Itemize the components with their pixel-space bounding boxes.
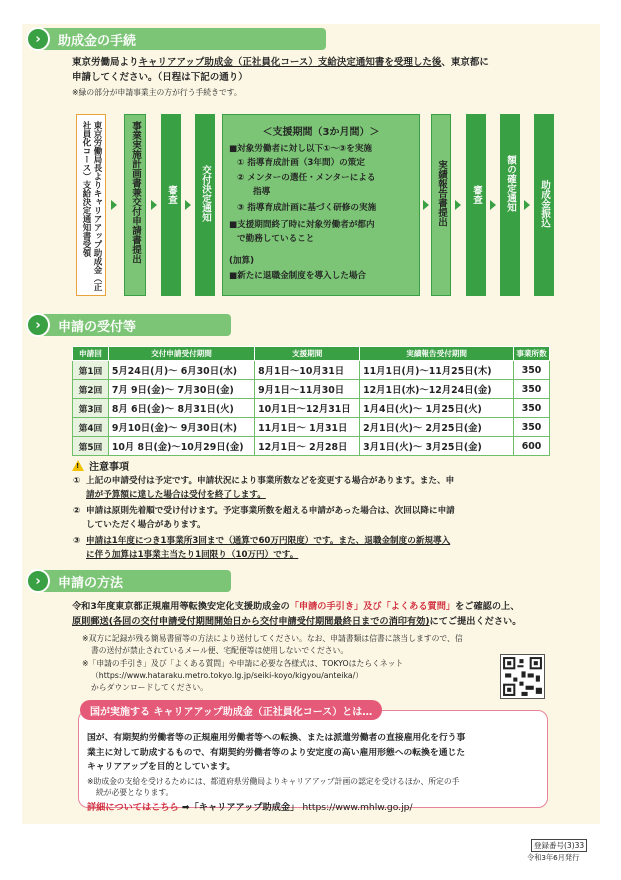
table-row [73,418,550,437]
count-cell: 350 [514,399,550,418]
report-cell: 11月1日(月)～11月25日(木) [360,361,514,380]
section-title: 申請の受付等 [58,319,137,335]
header-count: 事業所数 [514,347,550,361]
details-label: 詳細についてはこちら [87,802,179,813]
support-line: ■支援期間終了時に対象労働者が都内 [229,220,375,230]
count-cell: 350 [514,361,550,380]
flow-step-review-2: 審査 [466,114,486,296]
apply-cell: 9月10日(金)～ 9月30日(木) [108,418,254,437]
table-row [73,380,550,399]
national-description: 国が、有期契約労働者等の正規雇用労働者等への転換、または派遣労働者の直接雇用化を行う事 業主に対して助成するもので、有期契約労働者等のより安定度の高い雇用形態への転換を通じた キャリアアップを目的としています。 [87,733,466,772]
report-cell: 2月1日(火)～ 2月25日(金) [360,418,514,437]
arrow-right-icon [111,200,117,210]
arrow-right-icon [455,200,461,210]
warning-icon: ! [72,460,84,471]
chevron-right-icon: › [26,313,50,337]
caution-item: ② 申請は原則先着順で受け付けます。予定事業所数を超える申請があった場合は、次回以降に申請 していただく場合があります。 [73,506,455,530]
schedule-table [72,346,550,456]
procedure-intro-2: 申請してください。（日程は下記の通り） [72,72,248,83]
support-period-box [222,114,420,296]
header-apply-period: 交付申請受付期間 [108,347,254,361]
arrow-right-icon [423,200,429,210]
flow-step-amount-confirm: 額の確定通知 [500,114,520,296]
cautions-title: 注意事項 [89,462,129,473]
method-note-2: ※「申請の手引き」及び「よくある質問」や申請に必要な各様式は、TOKYOはたらくネット （https://www.hataraku.metro.tokyo.lg.jp/seiki-koyo/kigyou/anteika/） からダウンロードしてください。 [82,659,404,692]
report-cell: 12月1日(水)～12月24日(金) [360,380,514,399]
table-row [73,399,550,418]
method-line-1: 令和3年度東京都正規雇用等転換安定化支援助成金の「申請の手引き」及び「よくある質問」をご確認の上、 [72,601,520,612]
caution-item: ① 上記の申請受付は予定です。申請状況により事業所数などを変更する場合があります。また、申 請が予算額に達した場合は受付を終了します。 [73,476,455,500]
round-cell: 第5回 [73,437,109,456]
mhlw-link[interactable]: https://www.mhlw.go.jp/ [302,802,413,813]
flow-step-plan-submit: 事業実施計画書兼交付申請書提出 [124,114,146,296]
arrow-right-icon [490,200,496,210]
flow-step-grant-decision: 交付決定通知 [195,114,215,296]
flow-step-notice-received: 東京労働局長よりキャリアアップ助成金（正社員化コース）支給決定通知書受領 [76,114,106,296]
arrow-right-icon [185,200,191,210]
support-title: ＜支援期間（3か月間）＞ [262,127,380,138]
apply-cell: 10月 8日(金)～10月29日(金) [108,437,254,456]
cautions-heading [72,458,129,473]
flow-step-review: 審査 [161,114,181,296]
program-name: 「キャリアアップ助成金」 [189,802,300,813]
support-cell: 12月1日～ 2月28日 [255,437,360,456]
round-cell: 第2回 [73,380,109,399]
table-header-row [73,347,550,361]
round-cell: 第4回 [73,418,109,437]
section-header-acceptance [26,314,231,336]
count-cell: 600 [514,437,550,456]
arrow-right-icon [151,200,157,210]
chevron-right-icon: › [26,27,50,51]
table-row [73,437,550,456]
chevron-right-icon: › [26,569,50,593]
support-cell: 10月1日～12月31日 [255,399,360,418]
arrow-right-icon [524,200,530,210]
method-note-1: ※双方に記録が残る簡易書留等の方法により送付してください。なお、申請書類は信書に該当しますので、信 書の送付が禁止されているメール便、宅配便等は使用しないでください。 [82,634,463,655]
support-line: (加算) [229,256,255,266]
apply-cell: 7月 9日(金)～ 7月30日(金) [108,380,254,399]
registration-number: 登録番号(3)33 [531,839,587,852]
round-cell: 第3回 [73,399,109,418]
procedure-note: ※緑の部分が申請事業主の方が行う手続きです。 [72,88,242,97]
flow-step-report-submit: 実績報告書提出 [431,114,451,296]
arrow-right-icon: ➡ [181,802,190,813]
report-cell: 1月4日(火)～ 1月25日(火) [360,399,514,418]
caution-item: ③ 申請は1年度につき1事業所3回まで（通算で60万円限度）です。また、退職金制度の新規導入 に伴う加算は1事業主当たり1回限り（10万円）です。 [73,536,451,560]
count-cell: 350 [514,380,550,399]
header-support-period: 支援期間 [255,347,360,361]
support-line: ■対象労働者に対し以下①～③を実施 [229,144,372,154]
flow-step-payment: 助成金振込 [534,114,554,296]
support-cell: 9月1日～11月30日 [255,380,360,399]
support-line: ■新たに退職金制度を導入した場合 [229,271,367,281]
section-title: 申請の方法 [58,575,124,591]
national-program-box [78,710,548,813]
count-cell: 350 [514,418,550,437]
procedure-intro: 東京労働局よりキャリアアップ助成金（正社員化コース）支給決定通知書を受理した後、東京都に [72,57,489,68]
support-cell: 11月1日～ 1月31日 [255,418,360,437]
round-cell: 第1回 [73,361,109,380]
national-note: ※助成金の支給を受けるためには、都道府県労働局よりキャリアアップ計画の認定を受けるほか、所定の手 続が必要となります。 [87,777,460,797]
section-header-procedure [26,28,326,50]
section-header-method [26,570,231,592]
header-report-period: 実績報告受付期間 [360,347,514,361]
table-row [73,361,550,380]
national-link-row [87,799,413,813]
issue-date: 令和3年6月発行 [527,853,580,862]
section-title: 助成金の手続 [58,33,137,49]
support-line: ③ 指導育成計画に基づく研修の実施 [237,203,377,213]
method-line-2: 原則郵送(各回の交付申請受付期間開始日から交付申請受付期間最終日までの消印有効)にてご提出ください。 [72,616,522,627]
apply-cell: 8月 6日(金)～ 8月31日(火) [108,399,254,418]
support-line: 指導 [253,187,271,197]
report-cell: 3月1日(火)～ 3月25日(金) [360,437,514,456]
header-round: 申請回 [73,347,109,361]
apply-cell: 5月24日(月)～ 6月30日(水) [108,361,254,380]
support-line: で勤務していること [237,234,315,244]
qr-code-icon [500,654,545,699]
support-line: ② メンターの選任・メンターによる [237,173,376,183]
national-program-label: 国が実施する キャリアアップ助成金（正社員化コース）とは… [80,700,382,720]
support-cell: 8月1日～10月31日 [255,361,360,380]
support-line: ① 指導育成計画（3年間）の策定 [237,158,365,168]
